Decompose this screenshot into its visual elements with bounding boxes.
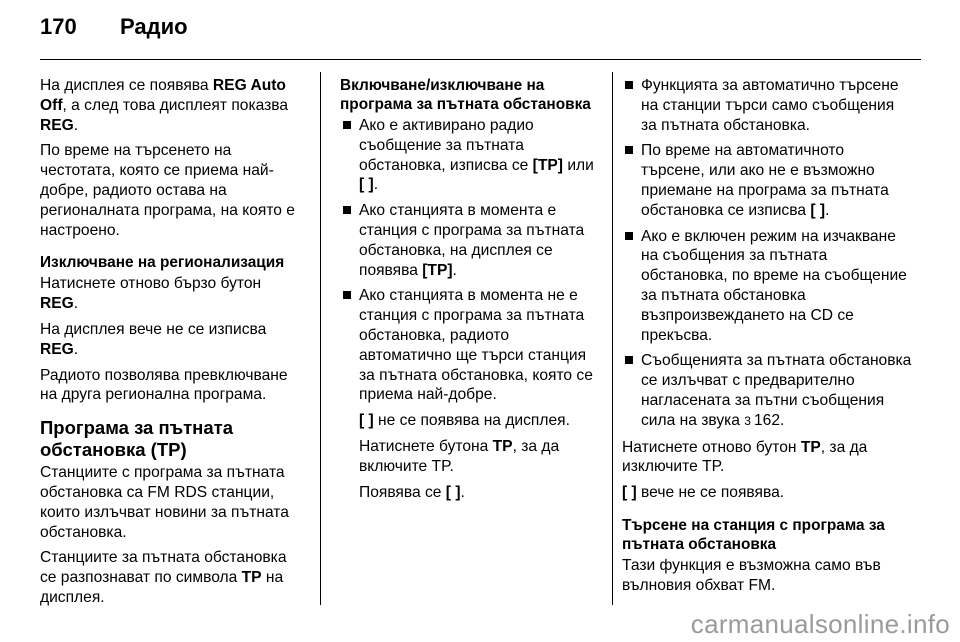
text: Натиснете отново бутон [622,438,801,456]
text: . [73,116,79,134]
page-reference-arrow-icon: 3 [744,413,751,428]
text: Ако е включен режим на изчакване на съобщения за пътната обстановка, по време на съобщение за пътната обстановка възпроизвеждането на CD се прекъсва. [641,227,907,344]
header-divider [40,59,921,60]
text: Появява се [359,483,446,501]
paragraph [622,438,912,478]
display-symbol-tp: [TP] [422,261,453,279]
list-item [622,141,912,220]
list-item [340,286,602,405]
text: , за да изключите TP. [622,438,868,476]
text: Ако е активирано радио съобщение за пътната обстановка, изписва се [359,117,534,174]
text: На дисплея вече не се изписва [40,320,267,338]
paragraph [340,411,602,431]
button-name-tp: TP [800,438,821,456]
text: . [460,483,465,501]
button-name-tp: TP [492,437,513,455]
bullet-square-icon [625,232,633,240]
text: , а след това дисплеят показва [62,96,289,114]
column-divider [320,72,321,605]
watermark: carmanualsonline.info [690,609,950,639]
list-item [340,201,602,280]
display-text-reg-auto-off: REG Auto Off [40,77,286,114]
text: На дисплея се появява [40,77,213,94]
bullet-square-icon [343,121,351,129]
paragraph [340,437,602,477]
heading-traffic-program: Програма за пътната обстановка (TP) [40,417,233,461]
column-divider [612,72,613,605]
page-reference-link[interactable]: 162. [753,411,785,429]
paragraph [40,320,302,360]
text: . [73,340,79,358]
text: Ако станцията в момента не е станция с програма за пътната обстановка, радиото автоматично ще търси станция за пътната обстановка, която се приема най-добре. [359,287,593,404]
display-symbol-tp: [TP] [532,156,563,174]
display-symbol-empty: [ ] [445,483,461,501]
page-header [40,14,920,54]
section-title: Радио [120,14,188,39]
page-number: 170 [40,14,77,39]
list-item [622,351,912,431]
paragraph [340,483,602,503]
text: Натиснете отново бързо бутон [40,275,262,293]
text: Функцията за автоматично търсене на станции търси само съобщения за пътната обстановка. [641,77,899,134]
list-item [340,116,602,195]
list-item [622,227,912,346]
text: . [73,295,79,313]
bullet-square-icon [625,81,633,89]
text: . [452,261,457,279]
text: на дисплея. [40,569,284,606]
text: Съобщенията за пътната обстановка се излъчват с предварително нагласената за пътни съобщения сила на звука [641,352,912,429]
subheading-regionalization-off: Изключване на регионализация [40,254,285,272]
display-symbol-empty: [ ] [810,201,826,219]
text: не се появява на дисплея. [373,412,570,430]
text: По време на автоматичното търсене, или ако не е възможно приемане на програма за пътната обстановка се изписва [641,142,889,219]
paragraph: Станциите с програма за пътната обстановка са FM RDS станции, които излъчват новини за пътната обстановка. [40,464,289,541]
text: . [373,176,379,194]
display-symbol-empty: [ ] [359,412,374,430]
list-item [622,76,912,135]
text: Натиснете бутона [359,437,493,455]
bullet-list [340,116,602,405]
paragraph [40,274,302,314]
display-text-reg: REG [40,340,74,358]
column-3 [622,76,912,602]
text: Ако станцията в момента е станция с програма за пътната обстановка, на дисплея се появява [359,202,585,279]
subheading-tp-station-search: Търсене на станция с програма за пътната обстановка [622,516,885,553]
display-symbol-empty: [ ] [622,484,637,502]
paragraph [40,76,302,135]
paragraph: Радиото позволява превключване на друга регионална програма. [40,366,288,404]
display-symbol-empty: [ ] [359,176,374,194]
column-1 [40,76,302,614]
paragraph: По време на търсенето на честотата, която се приема най-добре, радиото остава на регионалната програма, на която е настроено. [40,142,295,239]
symbol-tp: TP [241,569,262,587]
paragraph [622,483,912,503]
bullet-square-icon [343,291,351,299]
button-name-reg: REG [40,295,74,313]
bullet-square-icon [343,206,351,214]
column-2 [340,76,602,508]
text: вече не се появява. [636,484,785,502]
text: , за да включите TP. [359,437,560,475]
display-text-reg: REG [40,116,74,134]
paragraph [40,548,302,607]
paragraph: Тази функция е възможна само във вълновия обхват FM. [622,556,881,594]
bullet-square-icon [625,356,633,364]
text: или [562,156,594,174]
text: Станциите за пътната обстановка се разпознават по символа [40,549,287,587]
subheading-tp-on-off: Включване/изключване на програма за пътната обстановка [340,77,591,113]
bullet-square-icon [625,146,633,154]
bullet-list [622,76,912,432]
text: . [825,201,830,219]
